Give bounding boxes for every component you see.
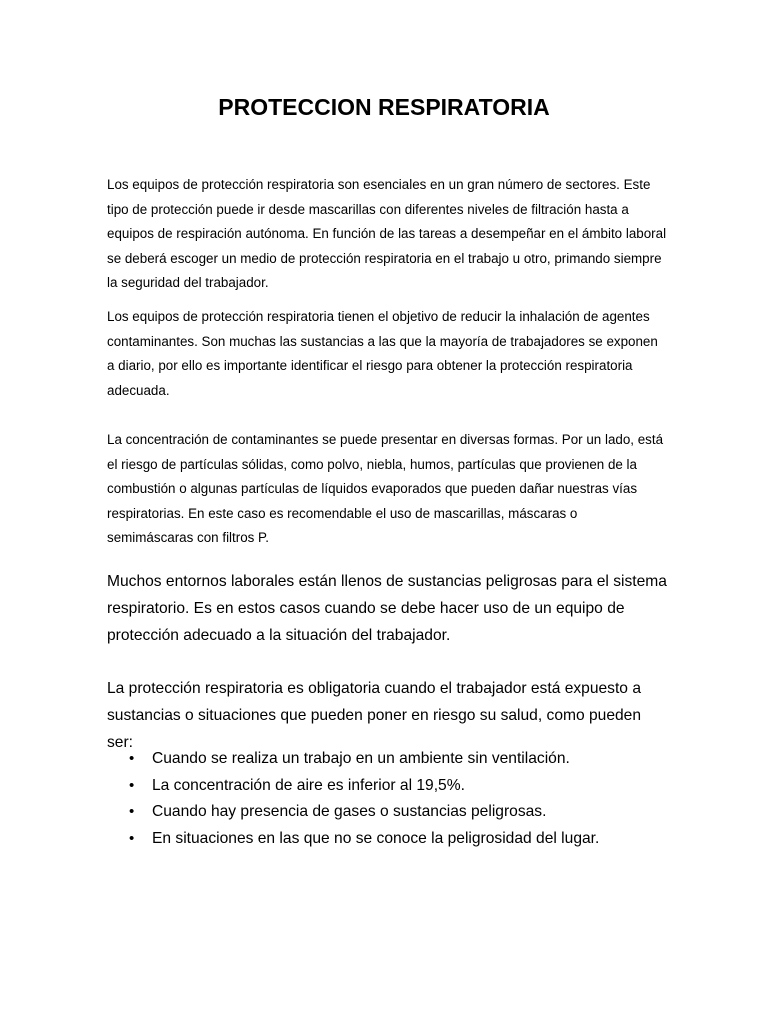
paragraph-work-environments: Muchos entornos laborales están llenos de sustancias peligrosas para el sistema respiratorio. Es en estos casos cuando se debe hacer uso de un equipo de protección adecuado a la situación del trabajador. bbox=[107, 573, 667, 644]
bullet-icon: • bbox=[129, 829, 135, 847]
list-item-text: Cuando se realiza un trabajo en un ambiente sin ventilación. bbox=[152, 750, 570, 767]
bullet-icon: • bbox=[129, 750, 135, 767]
list-item-text: La concentración de aire es inferior al 19,5%. bbox=[152, 776, 465, 794]
obligation-conditions-list bbox=[107, 746, 667, 852]
paragraph-contaminants: La concentración de contaminantes se puede presentar en diversas formas. Por un lado, está el riesgo de partículas sólidas, como polvo, niebla, humos, partículas que provienen de la combustión o algunas partículas de líquidos evaporados que pueden dañar nuestras vías respiratorias. En este caso es recomendable el uso de mascarillas, máscaras o semimáscaras con filtros P. bbox=[107, 432, 664, 546]
list-item bbox=[107, 826, 667, 853]
paragraph-obligation: La protección respiratoria es obligatoria cuando el trabajador está expuesto a sustancias o situaciones que pueden poner en riesgo su salud, como pueden ser: bbox=[107, 680, 642, 751]
list-item bbox=[107, 746, 667, 773]
paragraph-objective: Los equipos de protección respiratoria tienen el objetivo de reducir la inhalación de agentes contaminantes. Son muchas las sustancias a las que la mayoría de trabajadores se exponen a diario, por ello es importante identificar el riesgo para obtener la protección respiratoria adecuada. bbox=[107, 309, 658, 398]
list-item bbox=[107, 799, 667, 826]
paragraph-intro: Los equipos de protección respiratoria son esenciales en un gran número de sectores. Este tipo de protección puede ir desde mascarillas con diferentes niveles de filtración hasta a equipos de respiración autónoma. En función de las tareas a desempeñar en el ámbito laboral se deberá escoger un medio de protección respiratoria en el trabajo u otro, primando siempre la seguridad del trabajador. bbox=[107, 177, 667, 291]
list-item-text: Cuando hay presencia de gases o sustancias peligrosas. bbox=[152, 803, 547, 821]
document-title: PROTECCION RESPIRATORIA bbox=[218, 94, 550, 120]
bullet-icon: • bbox=[129, 803, 135, 821]
list-item bbox=[107, 773, 667, 800]
bullet-icon: • bbox=[129, 776, 135, 794]
list-item-text: En situaciones en las que no se conoce la peligrosidad del lugar. bbox=[152, 829, 600, 847]
